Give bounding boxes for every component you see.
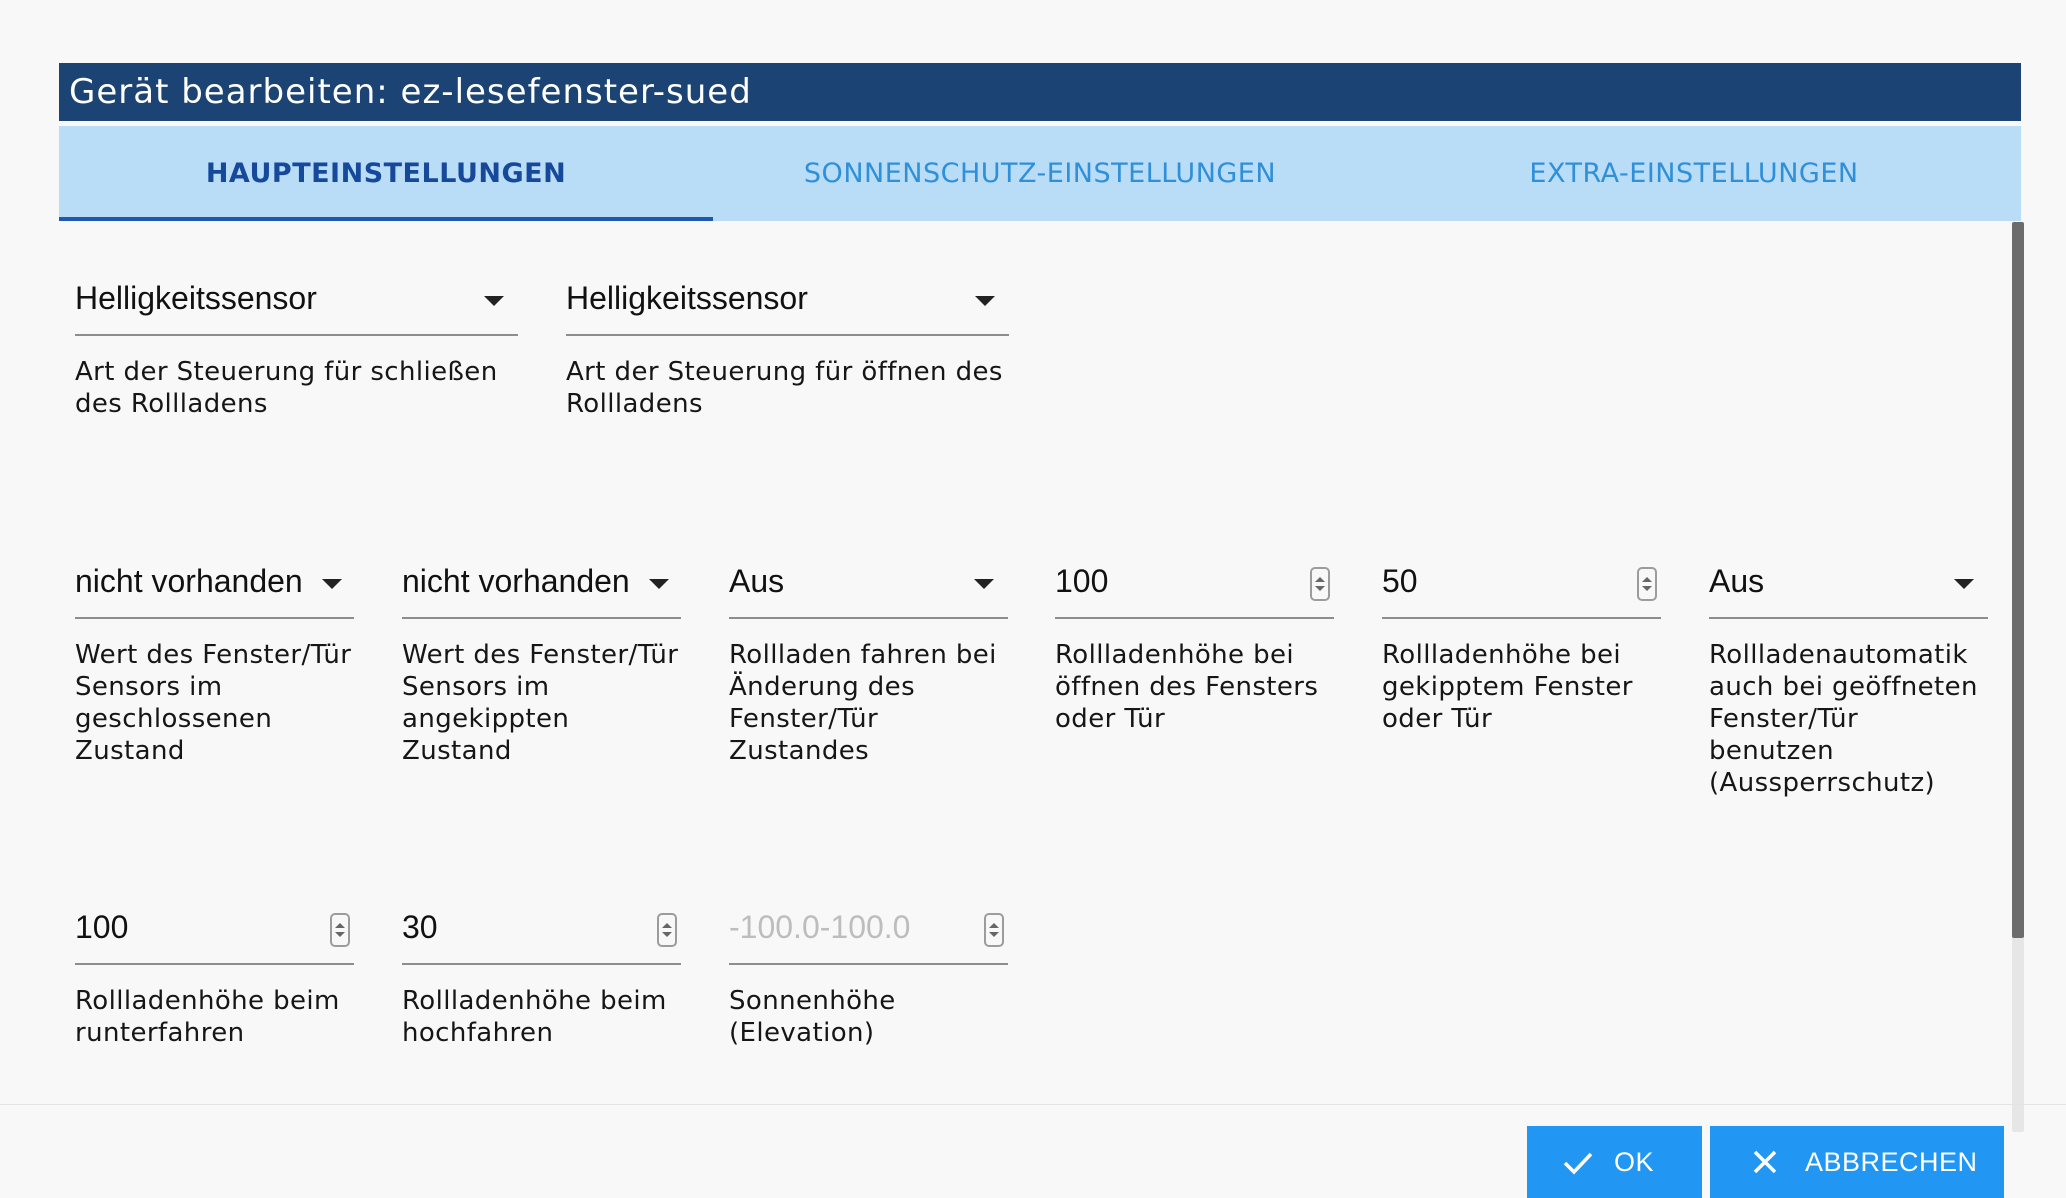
height-open-window-value: 100 <box>1055 563 1109 599</box>
height-down-value: 100 <box>75 909 129 945</box>
tab-haupteinstellungen[interactable]: HAUPTEINSTELLUNGEN <box>59 126 713 221</box>
tab-extra-einstellungen[interactable]: EXTRA-EINSTELLUNGEN <box>1529 158 1859 189</box>
sun-elevation-placeholder: -100.0-100.0 <box>729 909 911 945</box>
height-up-input[interactable] <box>402 909 681 965</box>
height-tilted-window-input[interactable] <box>1382 563 1661 619</box>
close-control-type-value: Helligkeitssensor <box>75 280 317 316</box>
sensor-closed-label: Wert des Fenster/Tür Sensors im geschlossenen Zustand <box>75 640 352 766</box>
ok-button[interactable] <box>1527 1126 1702 1198</box>
open-control-type-value: Helligkeitssensor <box>566 280 808 316</box>
sensor-tilted-value: nicht vorhanden <box>402 563 630 599</box>
scrollbar-thumb[interactable] <box>2012 222 2024 938</box>
chevron-down-icon <box>1954 579 1974 589</box>
tab-sonnenschutz-einstellungen[interactable]: SONNENSCHUTZ-EINSTELLUNGEN <box>803 158 1277 189</box>
chevron-down-icon <box>974 579 994 589</box>
close-control-type-field <box>75 280 518 420</box>
cancel-button[interactable] <box>1710 1126 2004 1198</box>
height-tilted-window-label: Rollladenhöhe bei gekipptem Fenster oder Tür <box>1382 640 1633 734</box>
number-spinner-icon[interactable] <box>1637 567 1657 601</box>
lockout-protection-select[interactable] <box>1709 563 1988 619</box>
number-spinner-icon[interactable] <box>657 913 677 947</box>
height-up-value: 30 <box>402 909 438 945</box>
move-on-state-change-value: Aus <box>729 563 785 599</box>
sensor-closed-value: nicht vorhanden <box>75 563 303 599</box>
cancel-button-label: ABBRECHEN <box>1805 1146 1978 1177</box>
close-control-type-select[interactable] <box>75 280 518 336</box>
move-on-state-change-field <box>729 563 1008 767</box>
tab-bar <box>59 126 2021 221</box>
height-tilted-window-value: 50 <box>1382 563 1418 599</box>
move-on-state-change-label: Rollladen fahren bei Änderung des Fenster/Tür Zustandes <box>729 640 997 766</box>
lockout-protection-field <box>1709 563 1988 799</box>
height-open-window-field <box>1055 563 1334 735</box>
number-spinner-icon[interactable] <box>984 913 1004 947</box>
height-down-input[interactable] <box>75 909 354 965</box>
height-up-label: Rollladenhöhe beim hochfahren <box>402 986 667 1048</box>
height-tilted-window-field <box>1382 563 1661 735</box>
sensor-closed-field <box>75 563 354 767</box>
sensor-tilted-label: Wert des Fenster/Tür Sensors im angekippten Zustand <box>402 640 679 766</box>
sun-elevation-label: Sonnenhöhe (Elevation) <box>729 986 896 1048</box>
sun-elevation-input[interactable] <box>729 909 1008 965</box>
sensor-closed-select[interactable] <box>75 563 354 619</box>
chevron-down-icon <box>484 296 504 306</box>
move-on-state-change-select[interactable] <box>729 563 1008 619</box>
lockout-protection-label: Rollladenautomatik auch bei geöffneten Fenster/Tür benutzen (Aussperrschutz) <box>1709 640 1978 798</box>
close-control-type-label: Art der Steuerung für schließen des Rollladens <box>75 357 498 419</box>
dialog-title: Gerät bearbeiten: ez-lesefenster-sued <box>59 63 2021 121</box>
height-open-window-input[interactable] <box>1055 563 1334 619</box>
sensor-tilted-select[interactable] <box>402 563 681 619</box>
check-icon <box>1560 1144 1596 1180</box>
lockout-protection-value: Aus <box>1709 563 1765 599</box>
chevron-down-icon <box>975 296 995 306</box>
close-icon <box>1747 1144 1783 1180</box>
open-control-type-select[interactable] <box>566 280 1009 336</box>
height-open-window-label: Rollladenhöhe bei öffnen des Fensters oder Tür <box>1055 640 1319 734</box>
footer-divider <box>0 1104 2066 1105</box>
sun-elevation-field <box>729 909 1008 1049</box>
open-control-type-field <box>566 280 1009 420</box>
number-spinner-icon[interactable] <box>1310 567 1330 601</box>
height-up-field <box>402 909 681 1049</box>
open-control-type-label: Art der Steuerung für öffnen des Rollladens <box>566 357 1003 419</box>
chevron-down-icon <box>322 579 342 589</box>
ok-button-label: OK <box>1614 1146 1655 1177</box>
height-down-field <box>75 909 354 1049</box>
chevron-down-icon <box>649 579 669 589</box>
number-spinner-icon[interactable] <box>330 913 350 947</box>
height-down-label: Rollladenhöhe beim runterfahren <box>75 986 340 1048</box>
sensor-tilted-field <box>402 563 681 767</box>
